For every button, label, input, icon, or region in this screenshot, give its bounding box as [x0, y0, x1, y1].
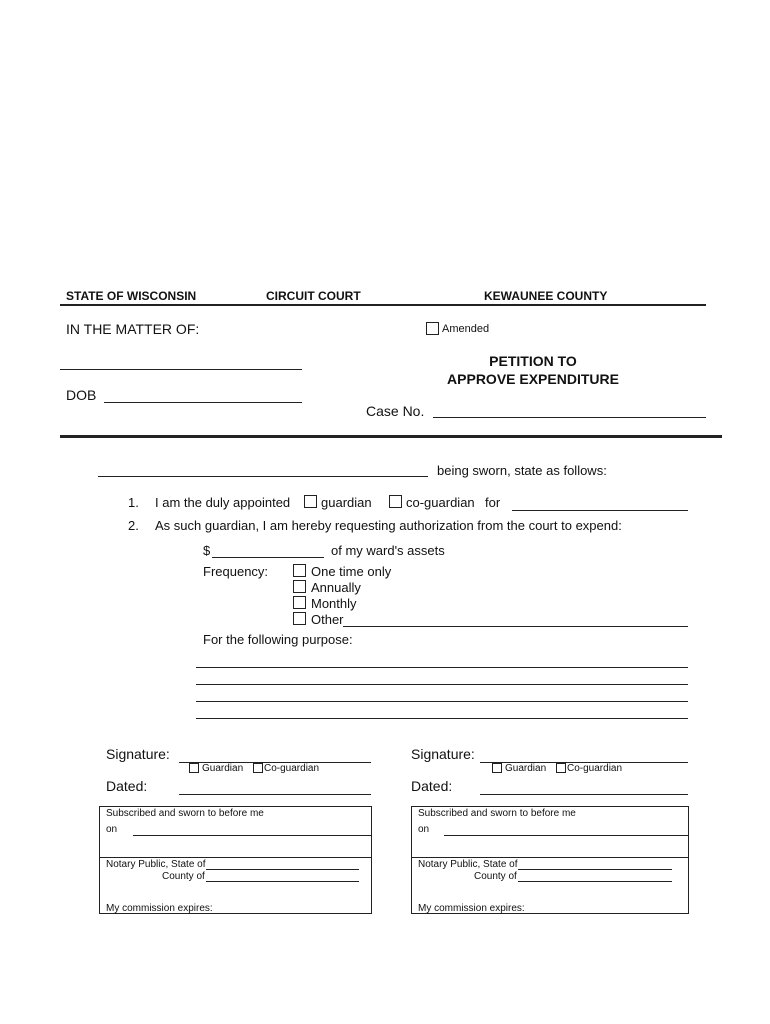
case-no-label: Case No.	[366, 403, 425, 419]
case-no-field[interactable]	[433, 417, 706, 418]
amount-field[interactable]	[212, 557, 324, 558]
county-label: KEWAUNEE COUNTY	[484, 289, 608, 303]
sig-guardian-checkbox[interactable]	[492, 763, 502, 773]
title-line2: APPROVE EXPENDITURE	[447, 371, 619, 387]
ward-name-field[interactable]	[512, 510, 688, 511]
sworn-before-label: Subscribed and sworn to before me	[106, 808, 264, 819]
sig-guardian-label: Guardian	[505, 763, 547, 774]
one-time-checkbox[interactable]	[293, 564, 306, 577]
on-label: on	[106, 824, 118, 835]
coguardian-label: co-guardian	[406, 495, 475, 510]
signature-label: Signature:	[106, 746, 170, 762]
notary-state-label: Notary Public, State of	[106, 859, 206, 870]
sig-coguardian-checkbox[interactable]	[253, 763, 263, 773]
notary-county-label: County of	[162, 871, 205, 882]
petitioner-name-field[interactable]	[98, 476, 428, 477]
commission-label: My commission expires:	[418, 903, 525, 914]
notary-state-label: Notary Public, State of	[418, 859, 518, 870]
notary-divider	[411, 857, 689, 858]
guardian-checkbox[interactable]	[304, 495, 317, 508]
sworn-text: being sworn, state as follows:	[437, 463, 607, 478]
commission-label: My commission expires:	[106, 903, 213, 914]
dob-field[interactable]	[104, 402, 302, 403]
caption-rule	[60, 435, 722, 438]
signature-label: Signature:	[411, 746, 475, 762]
on-date-field[interactable]	[133, 835, 371, 836]
purpose-label: For the following purpose:	[203, 632, 353, 647]
purpose-line-3[interactable]	[196, 701, 688, 702]
on-date-field[interactable]	[444, 835, 688, 836]
item2-text: As such guardian, I am hereby requesting authorization from the court to expend:	[155, 518, 622, 533]
dated-field[interactable]	[480, 794, 688, 795]
coguardian-checkbox[interactable]	[389, 495, 402, 508]
other-label: Other	[311, 612, 344, 627]
dated-label: Dated:	[106, 778, 148, 794]
sig-coguardian-label: Co-guardian	[567, 763, 623, 774]
other-checkbox[interactable]	[293, 612, 306, 625]
sworn-before-label: Subscribed and sworn to before me	[418, 808, 576, 819]
one-time-label: One time only	[311, 564, 392, 579]
matter-label: IN THE MATTER OF:	[66, 321, 200, 337]
item1-number: 1.	[128, 495, 139, 510]
annually-checkbox[interactable]	[293, 580, 306, 593]
dob-label: DOB	[66, 387, 97, 403]
notary-county-field[interactable]	[206, 881, 359, 882]
amended-checkbox[interactable]	[426, 322, 439, 335]
purpose-line-4[interactable]	[196, 718, 688, 719]
court-label: CIRCUIT COURT	[266, 289, 361, 303]
notary-county-label: County of	[474, 871, 517, 882]
other-field[interactable]	[343, 626, 688, 627]
amended-label: Amended	[442, 323, 490, 335]
notary-divider	[99, 857, 372, 858]
dated-field[interactable]	[179, 794, 371, 795]
dollar-sign: $	[203, 543, 211, 558]
for-label: for	[485, 495, 501, 510]
sig-coguardian-checkbox[interactable]	[556, 763, 566, 773]
state-label: STATE OF WISCONSIN	[66, 289, 197, 303]
on-label: on	[418, 824, 430, 835]
monthly-checkbox[interactable]	[293, 596, 306, 609]
notary-county-field[interactable]	[518, 881, 672, 882]
purpose-line-1[interactable]	[196, 667, 688, 668]
monthly-label: Monthly	[311, 596, 357, 611]
guardian-label: guardian	[321, 495, 372, 510]
matter-name-field[interactable]	[60, 369, 302, 370]
sig-guardian-label: Guardian	[202, 763, 244, 774]
purpose-line-2[interactable]	[196, 684, 688, 685]
frequency-label: Frequency:	[203, 564, 269, 579]
title-line1: PETITION TO	[489, 353, 577, 369]
sig-coguardian-label: Co-guardian	[264, 763, 320, 774]
annually-label: Annually	[311, 580, 361, 595]
item1-text: I am the duly appointed	[155, 495, 291, 510]
sig-guardian-checkbox[interactable]	[189, 763, 199, 773]
dated-label: Dated:	[411, 778, 453, 794]
notary-state-field[interactable]	[206, 869, 359, 870]
assets-text: of my ward's assets	[331, 543, 445, 558]
notary-state-field[interactable]	[518, 869, 672, 870]
item2-number: 2.	[128, 518, 139, 533]
header-rule	[60, 304, 706, 306]
